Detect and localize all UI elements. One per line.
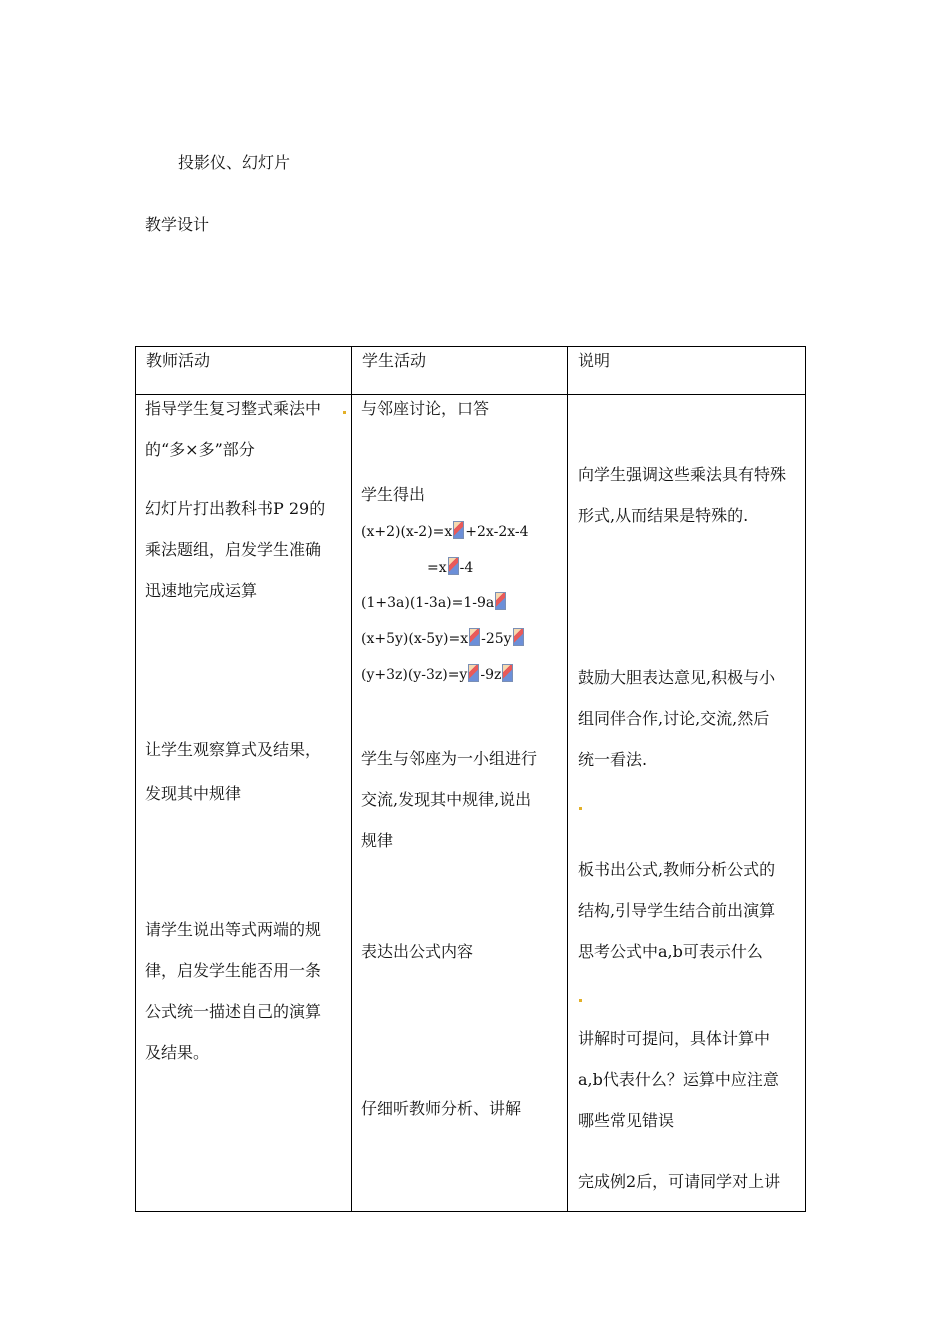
superscript-image-icon (448, 557, 459, 575)
section-heading: 教学设计 (145, 215, 210, 234)
equation-1: (x+2)(x-2)=x +2x-2x-4 (361, 521, 529, 542)
marker-dot (343, 411, 346, 414)
equipment-line: 投影仪、幻灯片 (178, 153, 291, 172)
note-line: 统一看法. (578, 750, 648, 769)
equation-4: (y+3z)(y-3z)=y -9z (361, 664, 514, 685)
superscript-image-icon (495, 592, 506, 610)
teacher-line: 的“多×多”部分 (145, 440, 255, 459)
student-line: 规律 (361, 831, 394, 850)
header-student-activity: 学生活动 (362, 351, 427, 370)
teacher-line: 让学生观察算式及结果， (145, 740, 322, 759)
note-line: 形式,从而结果是特殊的. (578, 506, 749, 525)
note-line: 思考公式中a,b可表示什么 (578, 942, 763, 961)
student-activity-cell (352, 395, 568, 1212)
student-line: 表达出公式内容 (361, 942, 474, 961)
note-line: 结构,引导学生结合前出演算 (578, 901, 776, 920)
superscript-image-icon (453, 521, 464, 539)
teacher-line: 迅速地完成运算 (145, 581, 258, 600)
teacher-line: 请学生说出等式两端的规 (145, 920, 322, 939)
superscript-image-icon (468, 664, 479, 682)
superscript-image-icon (502, 664, 513, 682)
teacher-line: 律，启发学生能否用一条 (145, 961, 322, 980)
note-line: 鼓励大胆表达意见,积极与小 (578, 668, 776, 687)
student-line: 学生与邻座为一小组进行 (361, 749, 538, 768)
note-line: 哪些常见错误 (578, 1111, 675, 1130)
header-teacher-activity: 教师活动 (146, 351, 211, 370)
note-line: a,b代表什么？运算中应注意 (578, 1070, 779, 1089)
equation-2: (1+3a)(1-3a)=1-9a (361, 592, 507, 613)
student-line: 与邻座讨论，口答 (361, 399, 490, 418)
teacher-line: 幻灯片打出教科书P 29的 (145, 499, 326, 518)
note-line: 组同伴合作,讨论,交流,然后 (578, 709, 770, 728)
teacher-line: 及结果。 (145, 1043, 210, 1062)
student-line: 交流,发现其中规律,说出 (361, 790, 532, 809)
note-line: 完成例2后，可请同学对上讲 (578, 1172, 781, 1191)
note-line: 板书出公式,教师分析公式的 (578, 860, 776, 879)
student-line: 学生得出 (361, 485, 426, 504)
marker-dot (579, 999, 582, 1002)
marker-dot (579, 807, 582, 810)
superscript-image-icon (513, 628, 524, 646)
teacher-line: 发现其中规律 (145, 784, 242, 803)
teacher-line: 公式统一描述自己的演算 (145, 1002, 322, 1021)
teacher-line: 指导学生复习整式乘法中 (145, 399, 322, 418)
notes-cell (568, 395, 806, 1212)
equation-3: (x+5y)(x-5y)=x -25y (361, 628, 525, 649)
equation-1b: =x -4 (427, 557, 473, 578)
superscript-image-icon (469, 628, 480, 646)
note-line: 讲解时可提问，具体计算中 (578, 1029, 771, 1048)
teacher-line: 乘法题组，启发学生准确 (145, 540, 322, 559)
note-line: 向学生强调这些乘法具有特殊 (578, 465, 787, 484)
student-line: 仔细听教师分析、讲解 (361, 1099, 522, 1118)
table-header-row (136, 347, 806, 395)
teacher-activity-cell (136, 395, 352, 1212)
table-body-row (136, 395, 806, 1212)
header-notes: 说明 (578, 351, 611, 370)
lesson-plan-table (135, 346, 806, 1212)
